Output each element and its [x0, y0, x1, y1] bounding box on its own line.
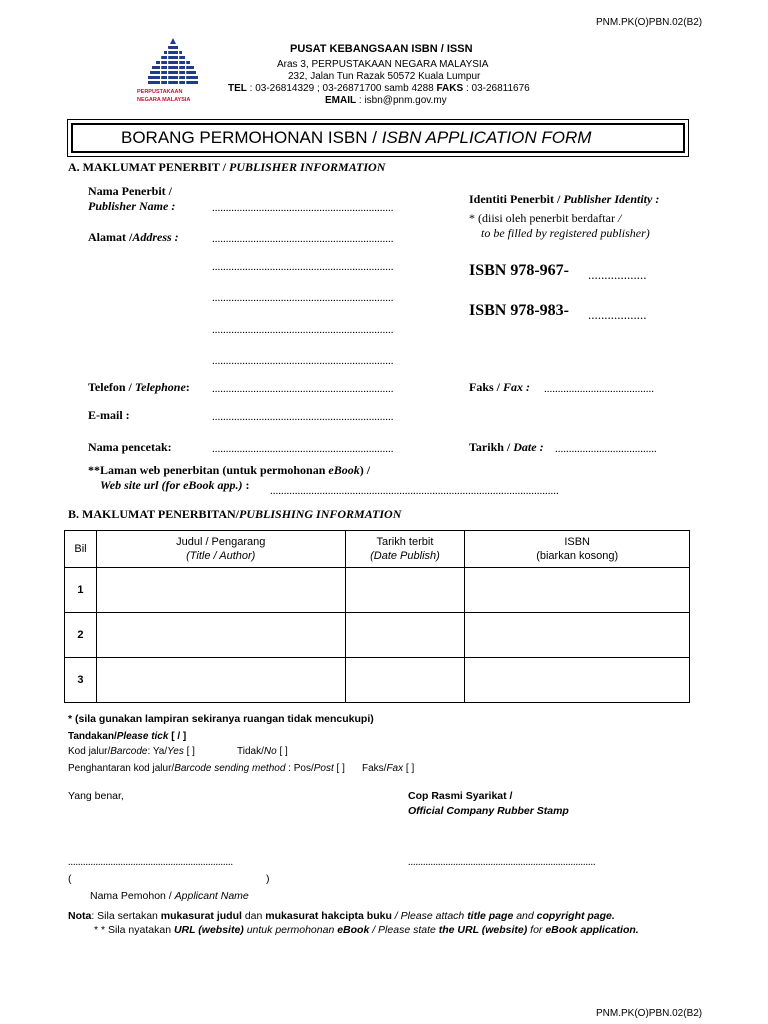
- date-label-en: Date :: [513, 440, 544, 454]
- note1-b: mukasurat judul: [160, 910, 242, 922]
- table-row: [65, 658, 690, 703]
- row-number: 1: [65, 568, 97, 613]
- tel-value: : 03-26814329 ; 03-26871700 samb 4288: [246, 83, 437, 94]
- stamp-label-ms: Cop Rasmi Syarikat /: [408, 790, 513, 802]
- address-field-2[interactable]: ..................................................................: [212, 261, 394, 273]
- identity-note-1b: /: [617, 211, 622, 225]
- contact-line: [228, 83, 530, 94]
- signature-field[interactable]: ..................................................................: [68, 857, 233, 868]
- website-label-en-b: :: [242, 478, 250, 492]
- logo-text-2: NEGARA MALAYSIA: [137, 97, 191, 103]
- attachment-note: * (sila gunakan lampiran sekiranya ruangan tidak mencukupi): [68, 713, 374, 725]
- form-code-top: PNM.PK(O)PBN.02(B2): [596, 17, 703, 28]
- telephone-label: [88, 380, 190, 395]
- note2-h: eBook application.: [545, 924, 639, 935]
- address-label: [88, 230, 179, 245]
- yours-sincerely: Yang benar,: [68, 790, 124, 802]
- publisher-name-label-en: Publisher Name :: [88, 199, 176, 213]
- note1-h: copyright page.: [536, 910, 615, 922]
- date-publish-cell[interactable]: [345, 613, 465, 658]
- address-label-en: Address :: [132, 230, 179, 244]
- send-fax-option: [362, 763, 414, 774]
- col-header-date: [345, 531, 465, 568]
- section-b-heading: [68, 507, 401, 522]
- col-header-isbn: [465, 531, 690, 568]
- address-field-3[interactable]: ..................................................................: [212, 292, 394, 304]
- note2-e: / Please state: [369, 924, 439, 935]
- barcode-yes-checkbox[interactable]: [ ]: [183, 746, 195, 757]
- publisher-name-field[interactable]: ..................................................................: [212, 202, 394, 214]
- date-label-ms: Tarikh /: [469, 440, 514, 454]
- isbn-cell[interactable]: [465, 658, 690, 703]
- address-line-1: Aras 3, PERPUSTAKAAN NEGARA MALAYSIA: [277, 59, 489, 70]
- send-fax-b: Fax: [386, 763, 404, 774]
- website-label-c: ) /: [359, 463, 371, 477]
- printer-name-field[interactable]: ..................................................................: [212, 443, 394, 455]
- org-name: PUSAT KEBANGSAAN ISBN / ISSN: [290, 43, 473, 55]
- applicant-en: Applicant Name: [174, 890, 249, 902]
- tel-label: TEL: [228, 83, 247, 94]
- form-title-en: ISBN APPLICATION FORM: [381, 128, 592, 147]
- publisher-identity-label: [469, 192, 659, 207]
- col-header-title-ms: Judul / Pengarang: [176, 536, 266, 548]
- form-title: [71, 123, 685, 153]
- table-row: [65, 568, 690, 613]
- telephone-field[interactable]: ..................................................................: [212, 383, 394, 395]
- date-label: [469, 440, 544, 455]
- date-publish-cell[interactable]: [345, 658, 465, 703]
- identity-note-1a: * (diisi oleh penerbit berdaftar: [469, 211, 618, 225]
- row-number: 3: [65, 658, 97, 703]
- isbn-cell[interactable]: [465, 568, 690, 613]
- isbn-967-label: ISBN 978-967-: [469, 262, 570, 279]
- address-label-ms: Alamat /: [88, 230, 133, 244]
- note-line-1: [68, 910, 615, 922]
- note1-d: mukasurat hakcipta buku: [265, 910, 392, 922]
- paren-close: ): [266, 873, 270, 885]
- send-fax-checkbox[interactable]: [ ]: [403, 763, 415, 774]
- fax-label-en: Fax :: [503, 380, 531, 394]
- note1-c: dan: [241, 910, 266, 922]
- barcode-no-a: Tidak/: [237, 746, 264, 757]
- note1-g: and: [513, 910, 537, 922]
- note1-e: / Please attach: [391, 910, 468, 922]
- note2-c: untuk permohonan: [243, 924, 338, 935]
- col-header-date-ms: Tarikh terbit: [376, 536, 434, 548]
- telephone-colon: :: [185, 380, 190, 394]
- address-field-5[interactable]: ..................................................................: [212, 355, 394, 367]
- section-b-heading-en: PUBLISHING INFORMATION: [239, 507, 402, 521]
- website-label-b: eBook: [328, 463, 360, 477]
- stamp-label-en: Official Company Rubber Stamp: [408, 805, 569, 817]
- tick-ms: Tandakan/: [68, 731, 117, 742]
- row-number: 2: [65, 613, 97, 658]
- note1-f: title page: [467, 910, 514, 922]
- email-field[interactable]: ..................................................................: [212, 411, 394, 423]
- website-label-en: [100, 478, 249, 493]
- note2-a: * * Sila nyatakan: [94, 924, 174, 935]
- date-publish-cell[interactable]: [345, 568, 465, 613]
- telephone-label-ms: Telefon /: [88, 380, 135, 394]
- section-a-heading-en: PUBLISHER INFORMATION: [229, 160, 386, 174]
- col-header-title: [96, 531, 345, 568]
- email-label: E-mail :: [88, 408, 130, 422]
- pnm-logo-icon: [140, 38, 206, 106]
- email-label: EMAIL: [325, 95, 357, 106]
- applicant-ms: Nama Pemohon /: [90, 890, 175, 902]
- publishing-info-table: [64, 530, 690, 703]
- fax-value: : 03-26811676: [463, 83, 530, 94]
- isbn-983-field[interactable]: ..................: [588, 307, 647, 322]
- barcode-yes-b: Yes: [167, 746, 184, 757]
- send-post-checkbox[interactable]: [ ]: [333, 763, 345, 774]
- identity-note-1: [469, 211, 621, 226]
- tick-instruction: [68, 731, 186, 742]
- applicant-name-label: [90, 890, 249, 902]
- barcode-yes-a: : Ya/: [147, 746, 168, 757]
- date-field[interactable]: .....................................: [555, 443, 657, 455]
- address-field-1[interactable]: ..................................................................: [212, 233, 394, 245]
- publisher-identity-label-en: Publisher Identity :: [563, 192, 660, 206]
- fax-label: [469, 380, 530, 395]
- isbn-cell[interactable]: [465, 613, 690, 658]
- barcode-no-checkbox[interactable]: [ ]: [276, 746, 288, 757]
- address-line-2: 232, Jalan Tun Razak 50572 Kuala Lumpur: [288, 71, 481, 82]
- col-header-bil-text: Bil: [74, 543, 87, 555]
- send-en: Barcode sending method: [174, 763, 286, 774]
- note2-g: for: [527, 924, 546, 935]
- section-b-heading-ms: B. MAKLUMAT PENERBITAN/: [68, 507, 240, 521]
- col-header-isbn-note: (biarkan kosong): [536, 550, 619, 562]
- website-label-a: **Laman web penerbitan (untuk permohonan: [88, 463, 329, 477]
- address-field-4[interactable]: ..................................................................: [212, 324, 394, 336]
- note-label: Nota: [68, 910, 92, 922]
- col-header-date-en: (Date Publish): [370, 550, 440, 562]
- col-header-bil: [65, 531, 97, 568]
- website-label-ms: [88, 463, 370, 478]
- col-header-title-en: (Title / Author): [186, 550, 256, 562]
- publisher-identity-label-ms: Identiti Penerbit /: [469, 192, 564, 206]
- note2-d: eBook: [337, 924, 370, 935]
- title-author-cell[interactable]: [96, 658, 345, 703]
- table-row: [65, 613, 690, 658]
- identity-note-2: to be filled by registered publisher): [481, 226, 650, 240]
- fax-label-ms: Faks /: [469, 380, 504, 394]
- barcode-no-b: No: [263, 746, 277, 757]
- send-post-b: Post: [313, 763, 334, 774]
- paren-open: (: [68, 873, 72, 885]
- barcode-sending-method: [68, 763, 345, 774]
- barcode-option: [68, 746, 195, 757]
- stamp-field[interactable]: ...........................................................................: [408, 857, 596, 868]
- note-line-2: [94, 924, 639, 935]
- form-code-bottom: PNM.PK(O)PBN.02(B2): [596, 1008, 703, 1019]
- form-title-box: [67, 119, 689, 157]
- title-author-cell[interactable]: [96, 613, 345, 658]
- email-line: [325, 95, 447, 106]
- tick-en: Please tick: [116, 731, 169, 742]
- telephone-label-en: Telephone: [134, 380, 186, 394]
- email-value: : isbn@pnm.gov.my: [356, 95, 447, 106]
- note2-f: the URL (website): [438, 924, 528, 935]
- title-author-cell[interactable]: [96, 568, 345, 613]
- note1-a: : Sila sertakan: [91, 910, 161, 922]
- fax-field[interactable]: ........................................: [544, 383, 654, 395]
- website-field[interactable]: .........................................................................................................: [270, 485, 559, 497]
- barcode-en: Barcode: [110, 746, 148, 757]
- website-label-en-a: Web site url (for eBook app.): [100, 478, 243, 492]
- printer-name-label: Nama pencetak:: [88, 440, 172, 454]
- send-ms: Penghantaran kod jalur/: [68, 763, 175, 774]
- publisher-name-label-ms: Nama Penerbit /: [88, 184, 172, 198]
- section-a-heading-ms: A. MAKLUMAT PENERBIT /: [68, 160, 230, 174]
- send-fax-a: Faks/: [362, 763, 387, 774]
- isbn-983-label: ISBN 978-983-: [469, 302, 570, 319]
- barcode-ms: Kod jalur/: [68, 746, 111, 757]
- send-post-a: : Pos/: [285, 763, 314, 774]
- isbn-967-field[interactable]: ..................: [588, 267, 647, 282]
- table-header-row: [65, 531, 690, 568]
- barcode-no-option: [237, 746, 288, 757]
- fax-label: FAKS: [436, 83, 464, 94]
- col-header-isbn-ms: ISBN: [564, 536, 591, 548]
- section-a-heading: [68, 160, 385, 175]
- tick-box: [ / ]: [168, 731, 187, 742]
- form-title-ms: BORANG PERMOHONAN ISBN /: [121, 128, 377, 147]
- note2-b: URL (website): [173, 924, 244, 935]
- logo-text-1: PERPUSTAKAAN: [137, 89, 183, 95]
